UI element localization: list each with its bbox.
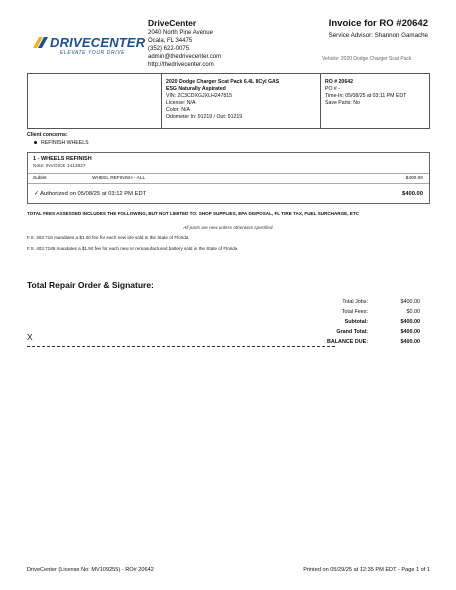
vehicle-color: Color: N/A: [166, 107, 190, 113]
shop-info: [148, 18, 278, 69]
battery-fee-note: F.S. 403.7185 mandates a $1.50 fee for each new or remanufactured battery sold in the State of Florida: [27, 246, 238, 251]
invoice-title: Invoice for RO #20642: [328, 18, 428, 29]
shop-address-line1: 2040 North Pine Avenue: [148, 30, 213, 36]
shop-website[interactable]: http://thedrivecenter.com: [148, 62, 214, 68]
vehicle-odometer: Odometer In: 91219 / Out: 91219: [166, 114, 243, 120]
fees-disclaimer: TOTAL FEES ASSESSED INCLUDES THE FOLLOWING, BUT NOT LIMITED TO: SHOP SUPPLIES, EPA DISPOSAL, FL TIRE TAX, FUEL SURCHARGE, ETC: [27, 211, 359, 216]
list-item: [27, 139, 430, 147]
customer-column: [28, 74, 162, 128]
signature-line[interactable]: [27, 346, 335, 347]
vehicle-column: [161, 74, 321, 128]
authorization-text: ✓ Authorized on 05/08/25 at 03:12 PM EDT: [34, 191, 147, 197]
document-header: [32, 18, 428, 70]
footer-license: DriveCenter (License No: MV109255) - RO# 20642: [27, 567, 154, 573]
drivecenter-logo: [32, 34, 144, 60]
table-row: [28, 174, 429, 184]
logo-wordmark: DRIVECENTER: [50, 35, 146, 50]
vehicle-name: 2020 Dodge Charger Scat Pack 6.4L 8Cyl GAS: [166, 79, 280, 85]
shop-name: DriveCenter: [148, 18, 197, 28]
balance-due-label: BALANCE DUE:: [326, 339, 368, 345]
job-box: [27, 152, 430, 204]
invoice-heading: [329, 18, 428, 40]
footer-printed: Printed on 05/29/25 at 12:35 PM EDT - Page 1 of 1: [303, 567, 430, 573]
job-note: Note: INVOICE 1412827: [33, 164, 86, 169]
total-section-title: Total Repair Order & Signature:: [27, 280, 154, 290]
sublet-amount: $400.00: [405, 176, 423, 181]
logo-tagline: ELEVATE YOUR DRIVE: [60, 50, 126, 56]
tire-fee-note: F.S. 403.718 mandates a $1.00 fee for each new tire sold in the State of Florida: [27, 235, 189, 240]
ro-po: PO # -: [325, 86, 340, 92]
service-advisor: Service Advisor: Shannon Gamache: [328, 32, 428, 39]
authorization-row: [28, 184, 429, 204]
total-fees-value: $0.00: [406, 309, 420, 315]
balance-due-value: $400.00: [400, 339, 420, 345]
table-row: [294, 297, 424, 307]
signature-mark: X: [27, 332, 33, 342]
totals-table: [294, 297, 424, 347]
vehicle-cut-text: Vehicle: 2020 Dodge Charger Scat Pack: [322, 56, 412, 62]
shop-address-line2: Ocala, FL 34475: [148, 38, 193, 44]
table-row: [294, 307, 424, 317]
ro-column: [320, 74, 430, 128]
ro-number: RO # 20642: [325, 79, 353, 85]
total-jobs-value: $400.00: [400, 299, 420, 305]
bullet-icon: [34, 141, 37, 144]
vehicle-license: License: N/A: [166, 100, 196, 106]
grand-total-label: Grand Total:: [336, 329, 368, 335]
subtotal-value: $400.00: [400, 319, 420, 325]
parts-new-note: All parts are new unless otherwise specified.: [183, 225, 274, 230]
total-jobs-label: Total Jobs:: [342, 299, 368, 305]
sublet-description: WHEEL REFINISH - ALL: [92, 176, 146, 181]
job-header: [28, 153, 429, 174]
ro-save-parts: Save Parts: No: [325, 100, 360, 106]
job-title: 1 - WHEELS REFINISH: [33, 156, 92, 162]
grand-total-value: $400.00: [400, 329, 420, 335]
subtotal-label: Subtotal:: [344, 319, 368, 325]
client-concerns: [27, 131, 430, 147]
vehicle-engine: ESG Naturally Aspirated: [166, 86, 226, 92]
shop-email[interactable]: admin@thedrivecenter.com: [148, 54, 222, 60]
vehicle-vin: VIN: 2C3CDXGJXLH247815: [166, 93, 233, 99]
sublet-label: Sublet: [33, 176, 47, 181]
concern-text: REFINISH WHEELS: [41, 140, 89, 146]
shop-phone: (352) 622-0075: [148, 46, 190, 52]
job-total: $400.00: [402, 191, 423, 197]
concerns-title: Client concerns:: [27, 132, 68, 138]
ro-time-in: Time-In: 05/08/25 at 03:11 PM EDT: [325, 93, 407, 99]
logo-emblem-icon: [32, 35, 50, 51]
table-row: [294, 317, 424, 327]
total-fees-label: Total Fees:: [341, 309, 368, 315]
table-row: [294, 327, 424, 337]
vehicle-ro-info-box: [27, 73, 430, 129]
